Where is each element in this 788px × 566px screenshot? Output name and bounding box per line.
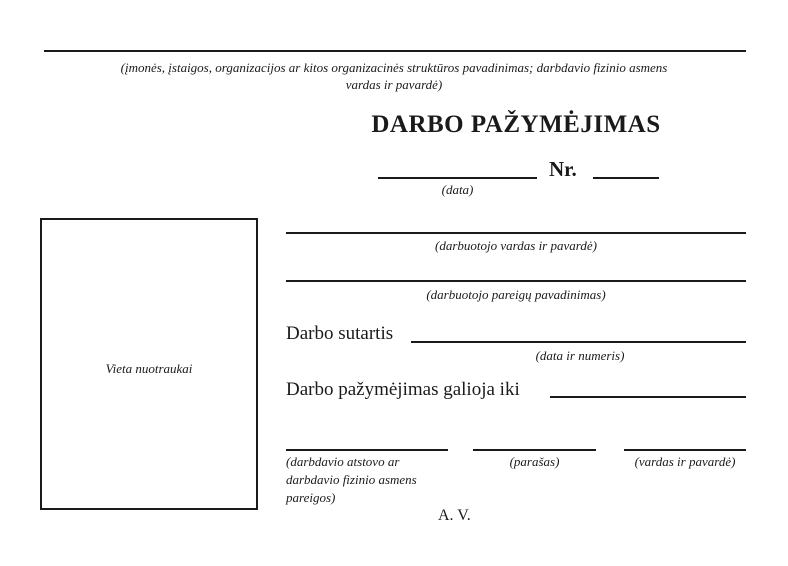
contract-line[interactable] xyxy=(411,341,746,343)
signer-position-caption-line1: (darbdavio atstovo ar xyxy=(286,454,400,469)
employee-name-caption: (darbuotojo vardas ir pavardė) xyxy=(435,238,597,253)
date-line[interactable] xyxy=(378,177,537,179)
organization-caption-line2: vardas ir pavardė) xyxy=(345,77,443,92)
signer-position-line[interactable] xyxy=(286,449,448,451)
signer-name-caption: (vardas ir pavardė) xyxy=(634,454,736,469)
valid-until-label: Darbo pažymėjimas galioja iki xyxy=(286,379,520,400)
photo-placeholder-box xyxy=(40,218,258,510)
signature-line[interactable] xyxy=(473,449,596,451)
stamp-label: A. V. xyxy=(438,507,471,524)
number-label: Nr. xyxy=(549,157,577,181)
signer-position-caption-line3: pareigos) xyxy=(286,490,336,505)
date-caption: (data) xyxy=(441,182,474,197)
employee-name-line[interactable] xyxy=(286,232,746,234)
signer-position-caption-line2: darbdavio fizinio asmens xyxy=(286,472,417,487)
contract-caption: (data ir numeris) xyxy=(535,348,625,363)
signer-name-line[interactable] xyxy=(624,449,746,451)
contract-label: Darbo sutartis xyxy=(286,323,394,344)
organization-caption-line1: (įmonės, įstaigos, organizacijos ar kitos organizacinės struktūros pavadinimas; darbdavio fizinio asmens xyxy=(120,60,668,75)
position-line[interactable] xyxy=(286,280,746,282)
photo-placeholder-text: Vieta nuotraukai xyxy=(105,361,193,376)
position-caption: (darbuotojo pareigų pavadinimas) xyxy=(426,287,606,302)
signature-caption: (parašas) xyxy=(509,454,560,469)
number-line[interactable] xyxy=(593,177,659,179)
valid-until-line[interactable] xyxy=(550,396,746,398)
organization-name-line[interactable] xyxy=(44,50,746,52)
document-title: DARBO PAŽYMĖJIMAS xyxy=(371,111,661,138)
